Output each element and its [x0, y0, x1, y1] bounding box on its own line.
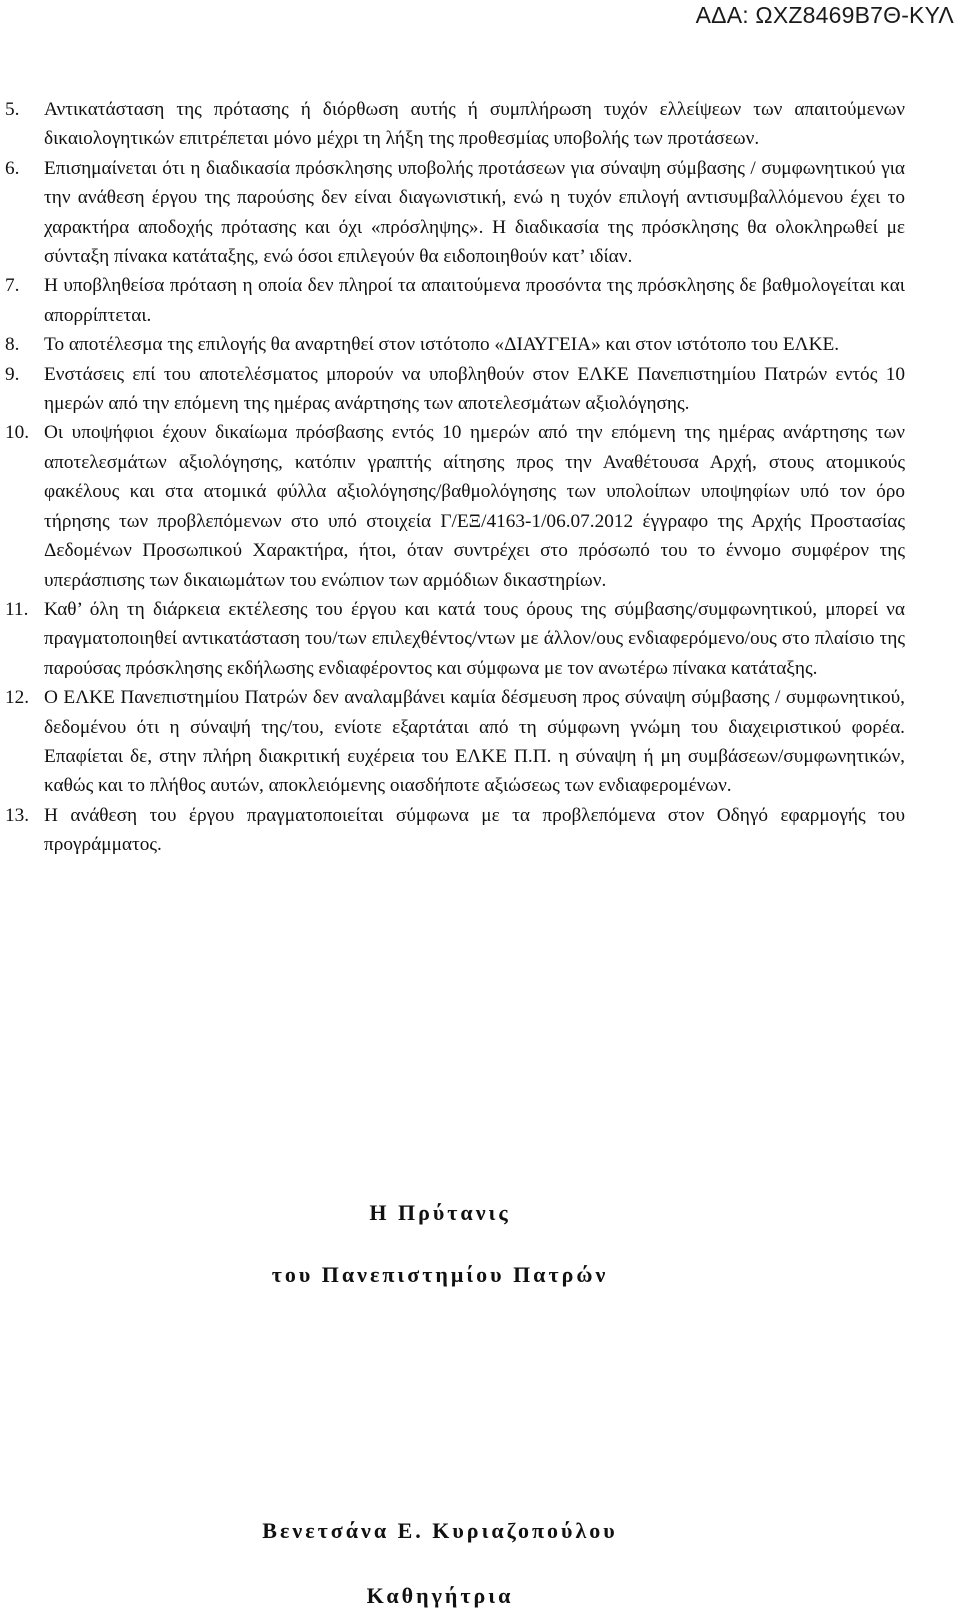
list-item [5, 154, 905, 272]
item-number: 8. [5, 334, 20, 356]
item-number: 13. [5, 804, 30, 826]
item-number: 6. [5, 157, 20, 179]
item-text: Αντικατάσταση της πρότασης ή διόρθωση αυτής ή συμπλήρωση τυχόν ελλείψεων των απαιτούμενων δικαιολογητικών επιτρέπεται μόνο μέχρι τη λήξη της προθεσμίας υποβολής των προτάσεων. [44, 99, 905, 150]
item-text: Οι υποψήφιοι έχουν δικαίωμα πρόσβασης εντός 10 ημερών από την επόμενη της ημέρας ανάρτησης των αποτελεσμάτων αξιολόγησης, κατόπιν γραπτής αίτησης προς την Αναθέτουσα Αρχή, στους ατομικούς φακέλους και στα ατομικά φύλλα αξιολόγησης/βαθμολόγησης των υπολοίπων υποψηφίων υπό τον όρο τήρησης των προβλεπόμενων στο υπό στοιχεία Γ/ΕΞ/4163-1/06.07.2012 έγγραφο της Αρχής Προστασίας Δεδομένων Προσωπικού Χαρακτήρα, ήτοι, όταν συντρέχει στο πρόσωπό του το έννομο συμφέρον της υπεράσπισης των δικαιωμάτων του ενώπιον των αρμόδιων δικαστηρίων. [44, 422, 905, 591]
item-number: 11. [5, 598, 29, 620]
list-item [5, 330, 905, 359]
item-text: Επισημαίνεται ότι η διαδικασία πρόσκλησης υποβολής προτάσεων για σύναψη σύμβασης / συμφωνητικού για την ανάθεση έργου της παρούσης δεν είναι διαγωνιστική, ενώ η τυχόν επιλογή αντισυμβαλλόμενου έχει το χαρακτήρα αποδοχής πρότασης και όχι «πρόσληψης». Η διαδικασία της πρόσκλησης θα ολοκληρωθεί με σύνταξη πίνακα κατάταξης, ενώ όσοι επιλεγούν θα ειδοποιηθούν κατ’ ιδίαν. [44, 157, 905, 268]
item-number: 9. [5, 363, 20, 385]
item-text: Ο ΕΛΚΕ Πανεπιστημίου Πατρών δεν αναλαμβάνει καμία δέσμευση προς σύναψη σύμβασης / συμφωνητικού, δεδομένου ότι η σύναψή της/του, ενίοτε εξαρτάται από τη σύμφωνη γνώμη του διαχειριστικού φορέα. Επαφίεται δε, στην πλήρη διακριτική ευχέρεια του ΕΛΚΕ Π.Π. η σύναψη ή μη συμβάσεων/συμφωνητικών, καθώς και το πλήθος αυτών, αποκλειόμενης οιασδήποτε αξιώσεως των ενδιαφερομένων. [44, 687, 905, 797]
ada-identifier: ΑΔΑ: ΩΧΖ8469Β7Θ-ΚΥΛ [695, 2, 954, 28]
list-item [5, 595, 905, 683]
item-number: 7. [5, 275, 20, 297]
item-text: Καθ’ όλη τη διάρκεια εκτέλεσης του έργου και κατά τους όρους της σύμβασης/συμφωνητικού, μπορεί να πραγματοποιηθεί αντικατάσταση του/των επιλεχθέντος/ντων με άλλον/ους ενδιαφερόμενο/ους στο πλαίσιο της παρούσας πρόσκλησης εκδήλωσης ενδιαφέροντος και σύμφωνα με τον ανωτέρω πίνακα κατάταξης. [44, 598, 905, 679]
list-item [5, 801, 905, 860]
item-text: Το αποτέλεσμα της επιλογής θα αναρτηθεί στον ιστότοπο «ΔΙΑΥΓΕΙΑ» και στον ιστότοπο του ΕΛΚΕ. [44, 334, 840, 356]
item-number: 5. [5, 99, 20, 120]
signature-institution: του Πανεπιστημίου Πατρών [271, 1262, 609, 1287]
list-item [5, 360, 905, 419]
terms-list [5, 95, 905, 860]
signature-role: Η Πρύτανις [369, 1200, 511, 1225]
item-number: 12. [5, 687, 30, 709]
item-text: Η ανάθεση του έργου πραγματοποιείται σύμφωνα με τα προβλεπόμενα στον Οδηγό εφαρμογής του προγράμματος. [44, 804, 905, 856]
signatory-name: Βενετσάνα Ε. Κυριαζοπούλου [262, 1518, 618, 1543]
list-item [5, 418, 905, 594]
signatory-title: Καθηγήτρια [366, 1583, 514, 1608]
list-item [5, 271, 905, 330]
list-item [5, 95, 905, 154]
item-number: 10. [5, 422, 30, 444]
list-item [5, 683, 905, 801]
item-text: Η υποβληθείσα πρόταση η οποία δεν πληροί τα απαιτούμενα προσόντα της πρόσκλησης δε βαθμολογείται και απορρίπτεται. [44, 275, 905, 326]
item-text: Ενστάσεις επί του αποτελέσματος μπορούν να υποβληθούν στον ΕΛΚΕ Πανεπιστημίου Πατρών εντός 10 ημερών από την επόμενη της ημέρας ανάρτησης των αποτελεσμάτων αξιολόγησης. [44, 363, 905, 415]
